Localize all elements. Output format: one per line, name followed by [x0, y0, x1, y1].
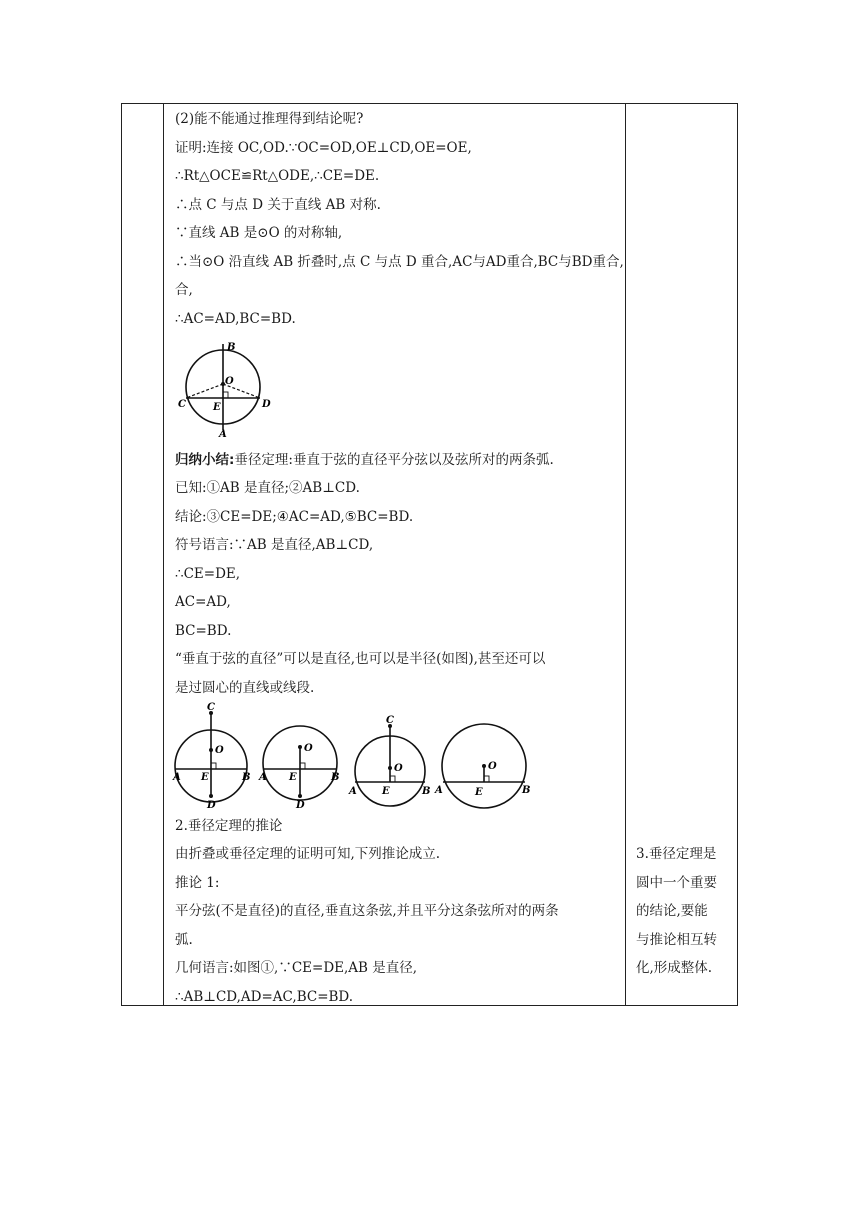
- label-E: E: [201, 772, 209, 783]
- text-line: 平分弦(不是直径)的直径,垂直这条弦,并且平分这条弦所对的两条: [175, 903, 559, 919]
- text-line: 证明:连接 OC,OD.∵OC=OD,OE⊥CD,OE=OE,: [175, 140, 472, 156]
- text-line: ∴Rt△OCE≌Rt△ODE,∴CE=DE.: [175, 168, 380, 184]
- label-C: C: [207, 702, 215, 713]
- label-D: D: [296, 800, 305, 811]
- text-line: 2.垂径定理的推论: [175, 818, 283, 834]
- text-line: 几何语言:如图①,∵CE=DE,AB 是直径,: [175, 960, 418, 976]
- text-line: 已知:①AB 是直径;②AB⊥CD.: [175, 480, 360, 496]
- summary-text: 垂径定理:垂直于弦的直径平分弦以及弦所对的两条弧.: [234, 452, 554, 468]
- label-C: C: [386, 715, 394, 726]
- label-B: B: [227, 342, 236, 353]
- text-line: 结论:③CE=DE;④AC=AD,⑤BC=BD.: [175, 509, 414, 525]
- label-B: B: [242, 772, 251, 783]
- label-A: A: [173, 772, 181, 783]
- text-line: ∴AB⊥CD,AD=AC,BC=BD.: [175, 989, 354, 1005]
- label-O: O: [394, 763, 403, 774]
- text-line: ∴点 C 与点 D 关于直线 AB 对称.: [175, 197, 381, 213]
- note-line: 化,形成整体.: [636, 960, 713, 976]
- text-line: 推论 1:: [175, 875, 220, 891]
- label-A: A: [349, 786, 357, 797]
- note-line: 与推论相互转: [636, 932, 717, 948]
- text-line: ∵直线 AB 是⊙O 的对称轴,: [175, 225, 343, 241]
- note-line: 的结论,要能: [636, 903, 708, 919]
- label-A: A: [259, 772, 267, 783]
- text-line: 符号语言:∵AB 是直径,AB⊥CD,: [175, 537, 374, 553]
- text-line: BC=BD.: [175, 623, 232, 639]
- label-O: O: [215, 745, 224, 756]
- label-B: B: [331, 772, 340, 783]
- text-line: “垂直于弦的直径”可以是直径,也可以是半径(如图),甚至还可以: [175, 651, 546, 667]
- label-D: D: [207, 800, 216, 811]
- text-line: 是过圆心的直线或线段.: [175, 680, 315, 696]
- table-divider-right: [625, 104, 626, 1005]
- text-line: ∴CE=DE,: [175, 566, 241, 582]
- label-C: C: [178, 399, 186, 410]
- text-line: (2)能不能通过推理得到结论呢?: [175, 111, 364, 127]
- text-line: ∴当⊙O 沿直线 AB 折叠时,点 C 与点 D 重合,AC与AD重合,BC与BD重合,: [175, 254, 624, 270]
- circle-diagram-1: [177, 337, 277, 440]
- label-E: E: [382, 786, 390, 797]
- label-E: E: [475, 787, 483, 798]
- note-line: 3.垂径定理是: [636, 846, 717, 862]
- text-line: AC=AD,: [175, 594, 231, 610]
- label-B: B: [522, 785, 531, 796]
- summary-line: [175, 451, 554, 469]
- summary-heading: 归纳小结:: [175, 452, 235, 468]
- note-line: 圆中一个重要: [636, 875, 717, 891]
- lesson-table: [121, 103, 738, 1006]
- label-B: B: [422, 786, 431, 797]
- label-O: O: [225, 376, 234, 387]
- label-E: E: [289, 772, 297, 783]
- label-D: D: [262, 399, 271, 410]
- label-A: A: [435, 785, 443, 796]
- label-E: E: [213, 402, 221, 413]
- text-line: 合,: [175, 282, 193, 298]
- text-line: ∴AC=AD,BC=BD.: [175, 311, 296, 327]
- circle-diagrams-row: [171, 701, 591, 813]
- table-divider-left: [163, 104, 164, 1005]
- label-O: O: [304, 743, 313, 754]
- text-line: 弧.: [175, 932, 193, 948]
- text-line: 由折叠或垂径定理的证明可知,下列推论成立.: [175, 846, 441, 862]
- label-O: O: [488, 761, 497, 772]
- label-A: A: [219, 429, 227, 440]
